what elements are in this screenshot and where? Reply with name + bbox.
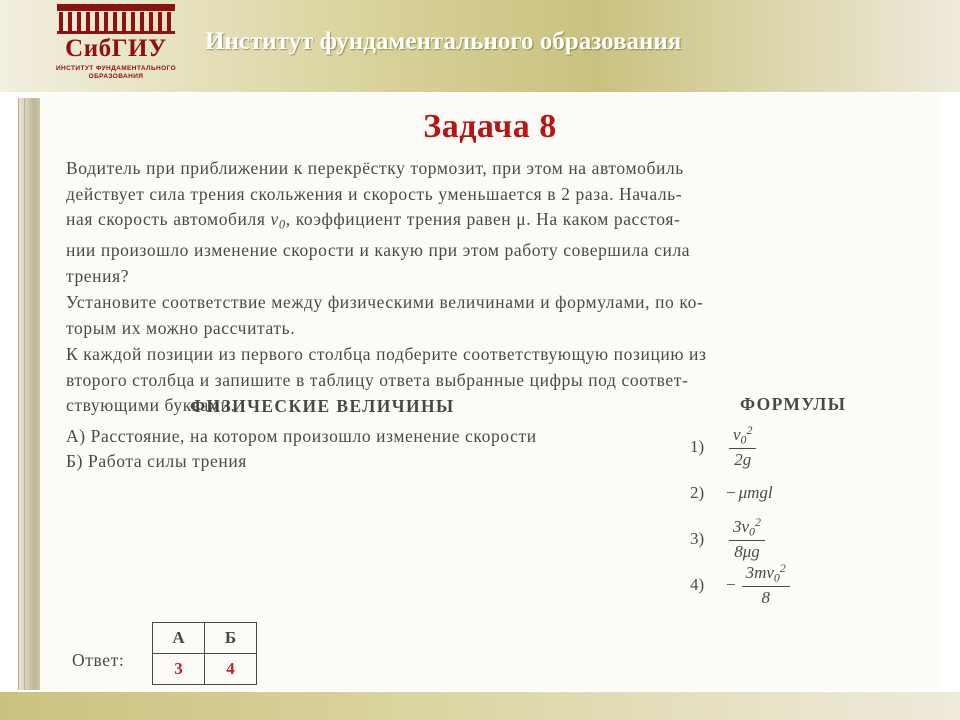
formula-number-3: 3) — [690, 529, 705, 548]
statement-paragraph-2 — [66, 290, 918, 341]
answer-value-b-text: 4 — [226, 659, 235, 678]
formula-3-denominator: 8μg — [734, 542, 760, 562]
formula-4-denominator: 8 — [761, 588, 770, 608]
formula-4-numerator-sup: 2 — [779, 561, 786, 576]
instruction-line-2: торым их можно рассчитать. — [66, 317, 296, 338]
statement-line-5: трения? — [66, 265, 130, 286]
formula-item-3 — [690, 516, 940, 562]
formula-2-body: μmgl — [738, 483, 773, 502]
answer-value-a — [153, 654, 205, 685]
column-header-formulas: ФОРМУЛЫ — [740, 394, 847, 414]
formula-4-sign: − — [726, 574, 736, 594]
logo-sub-line-2: ОБРАЗОВАНИЯ — [88, 73, 144, 81]
formula-1-denominator: 2g — [734, 450, 752, 470]
formula-3-numerator-sub: 0 — [749, 524, 755, 539]
instruction-line-1: Установите соответствие между физическими величинами и формулами, по ко- — [66, 292, 704, 313]
answer-value-b — [205, 654, 257, 685]
statement-line-2: действует сила трения скольжения и скорость уменьшается в 2 раза. Началь- — [66, 183, 683, 204]
formula-expression-2 — [726, 483, 773, 503]
answer-header-b: Б — [205, 623, 257, 654]
statement-line-3b: , коэффициент трения равен μ. На каком расстоя- — [285, 209, 681, 229]
answer-label: Ответ: — [72, 650, 125, 670]
statement-line-1: Водитель при приближении к перекрёстку тормозит, при этом на автомобиль — [66, 158, 684, 178]
initial-velocity-subscript: 0 — [278, 217, 286, 232]
instruction-line-5: ствующими буквами. — [66, 395, 236, 416]
formula-3-numerator-sup: 2 — [755, 515, 761, 530]
formula-expression-4 — [726, 562, 793, 608]
book-binding-decoration — [18, 98, 42, 690]
slide-footer-bar — [0, 692, 960, 720]
formula-number-4: 4) — [690, 575, 705, 594]
statement-paragraph-1 — [66, 156, 918, 289]
physical-quantities-list — [66, 424, 666, 474]
formula-1-numerator-sub: 0 — [740, 432, 747, 447]
formula-2-sign: − — [726, 483, 736, 502]
formula-number-1: 1) — [690, 437, 705, 456]
logo-sub-line-1: ИНСТИТУТ ФУНДАМЕНТАЛЬНОГО — [55, 65, 177, 73]
formula-4-numerator-sub: 0 — [773, 570, 780, 585]
task-statement — [66, 156, 918, 419]
formula-number-2: 2) — [690, 483, 705, 502]
answer-value-a-text: 3 — [174, 659, 183, 678]
quantity-item-b: Б) Работа силы трения — [66, 451, 247, 471]
formula-3-numerator: 3v — [733, 517, 750, 537]
column-header-quantities: ФИЗИЧЕСКИЕ ВЕЛИЧИНЫ — [190, 396, 455, 416]
formula-item-1 — [690, 424, 940, 470]
formula-1-numerator-sup: 2 — [746, 423, 753, 438]
statement-line-3a: ная скорость автомобиля — [66, 209, 271, 229]
formula-item-4 — [690, 562, 940, 608]
page-title: Институт фундаментального образования — [205, 28, 682, 55]
answer-header-a: А — [153, 623, 205, 654]
task-title: Задача 8 — [423, 108, 557, 145]
slide-body — [0, 92, 960, 692]
instruction-line-4: второго столбца и запишите в таблицу ответа выбранные цифры под соответ- — [66, 369, 689, 390]
slide-header — [0, 0, 960, 92]
formula-4-numerator: 3mv — [745, 563, 774, 583]
table-row-values — [153, 654, 257, 685]
scanned-page — [40, 94, 940, 690]
formula-1-numerator: v — [733, 425, 741, 445]
formula-expression-1 — [726, 424, 759, 470]
initial-velocity-symbol: v — [270, 209, 279, 229]
formulas-list — [690, 424, 940, 608]
formula-item-2 — [690, 470, 940, 516]
answer-table — [152, 622, 257, 685]
table-row-headers — [153, 623, 257, 654]
logo-name: СибГИУ — [65, 35, 167, 62]
quantity-item-a: А) Расстояние, на котором произошло изменение скорости — [66, 426, 537, 446]
institute-building-icon — [57, 4, 175, 34]
formula-expression-3 — [726, 516, 768, 562]
university-logo — [36, 4, 196, 82]
instruction-line-3: К каждой позиции из первого столбца подберите соответствующую позицию из — [66, 344, 707, 365]
statement-line-4: нии произошло изменение скорости и какую при этом работу совершила сила — [66, 240, 691, 261]
